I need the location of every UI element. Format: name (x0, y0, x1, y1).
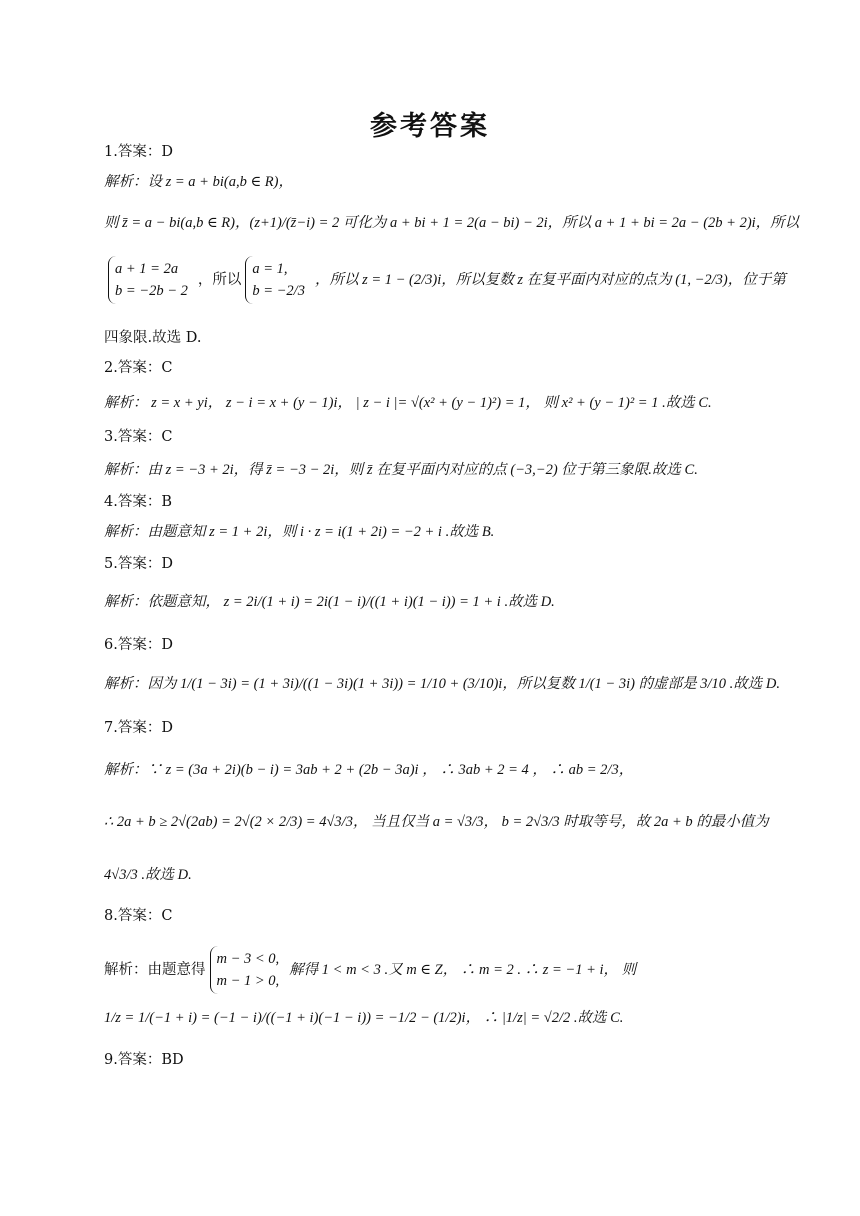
answer-5: 5.答案：D (104, 556, 173, 572)
system-1-row-1: a + 1 = 2a (115, 261, 179, 277)
system-2-row-1: a = 1, (252, 261, 288, 277)
inequality-row-1: m − 3 < 0, (216, 951, 280, 967)
explanation-1-line-1: 解析：设 z = a + bi(a,b ∈ R)， (104, 174, 293, 190)
explanation-8-conclusion: 解得 1 < m < 3 .又 m ∈ Z， ∴ m = 2 . ∴ z = −1 + i， 则 (289, 962, 637, 978)
explanation-1-line-3 (104, 256, 786, 304)
explanation-1-conclusion: ，所以 z = 1 − (2/3)i，所以复数 z 在复平面内对应的点为 (1, −2/3)，位于第 (314, 272, 786, 288)
explanation-8-line-2: 1/z = 1/(−1 + i) = (−1 − i)/((−1 + i)(−1 − i)) = −1/2 − (1/2)i， ∴ |1/z| = √2/2 .故选 C. (104, 1010, 624, 1026)
inequality-row-2: m − 1 > 0, (216, 973, 280, 989)
explanation-1-line-4: 四象限.故选 D. (104, 330, 202, 346)
explanation-3-line-1: 解析：由 z = −3 + 2i，得 z̄ = −3 − 2i，则 z̄ 在复平面内对应的点 (−3,−2) 位于第三象限.故选 C. (104, 462, 698, 478)
answer-8: 8.答案：C (104, 908, 173, 924)
answer-4: 4.答案：B (104, 494, 172, 510)
explanation-5-line-1: 解析：依题意知， z = 2i/(1 + i) = 2i(1 − i)/((1 + i)(1 − i)) = 1 + i .故选 D. (104, 594, 555, 610)
answer-2: 2.答案：C (104, 360, 173, 376)
explanation-8-line-1 (104, 946, 636, 994)
explanation-7-line-1: 解析：∵ z = (3a + 2i)(b − i) = 3ab + 2 + (2b − 3a)i ， ∴ 3ab + 2 = 4 ， ∴ ab = 2/3， (104, 762, 634, 778)
text-suoyi: ，所以 (197, 272, 242, 288)
system-2-row-2: b = −2/3 (252, 283, 305, 299)
system-1-row-2: b = −2b − 2 (115, 283, 188, 299)
equation-system-2 (245, 256, 311, 304)
explanation-7-line-3: 4√3/3 .故选 D. (104, 867, 192, 883)
answer-3: 3.答案：C (104, 429, 173, 445)
explanation-7-line-2: ∴ 2a + b ≥ 2√(2ab) = 2√(2 × 2/3) = 4√3/3， 当且仅当 a = √3/3， b = 2√3/3 时取等号，故 2a + b 的最小值为 (104, 814, 769, 830)
text-yiti: 解析：由题意得 (104, 962, 206, 978)
explanation-1-line-2: 则 z̄ = a − bi(a,b ∈ R)，(z+1)/(z̄−i) = 2 可化为 a + bi + 1 = 2(a − bi) − 2i，所以 a + 1 + bi = 2a − (2b + 2)i，所以 (104, 215, 800, 231)
answer-9: 9.答案：BD (104, 1052, 184, 1068)
answer-7: 7.答案：D (104, 720, 173, 736)
inequality-system (210, 946, 286, 994)
explanation-2-line-1: 解析： z = x + yi， z − i = x + (y − 1)i， | z − i |= √(x² + (y − 1)²) = 1， 则 x² + (y − 1)² = 1 .故选 C. (104, 395, 712, 411)
answer-1: 1.答案：D (104, 144, 173, 160)
answer-6: 6.答案：D (104, 637, 173, 653)
page-title: 参考答案 (370, 111, 490, 142)
explanation-4-line-1: 解析：由题意知 z = 1 + 2i，则 i · z = i(1 + 2i) = −2 + i .故选 B. (104, 524, 495, 540)
explanation-6-line-1: 解析：因为 1/(1 − 3i) = (1 + 3i)/((1 − 3i)(1 + 3i)) = 1/10 + (3/10)i，所以复数 1/(1 − 3i) 的虚部是 3/10 .故选 D. (104, 676, 780, 692)
equation-system-1 (108, 256, 194, 304)
